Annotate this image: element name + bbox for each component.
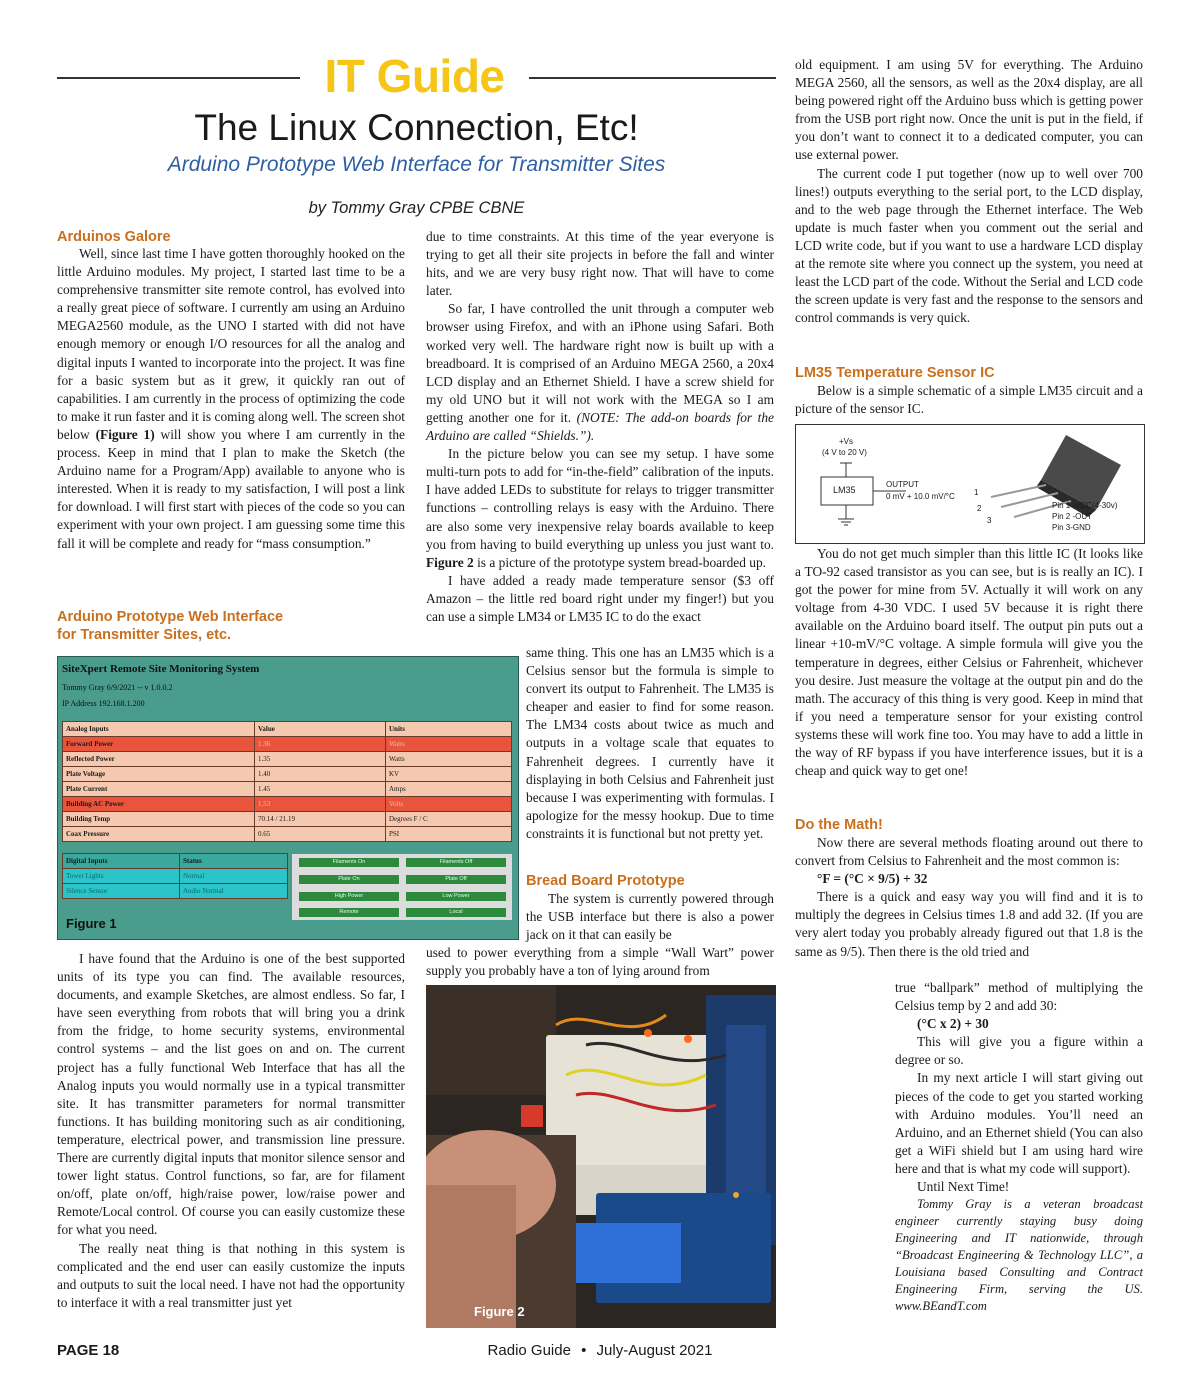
paragraph: Until Next Time! xyxy=(917,1179,1010,1195)
heading-arduinos-galore: Arduinos Galore xyxy=(57,229,171,245)
cell: Building AC Power xyxy=(63,797,255,812)
paragraph: Now there are several methods floating around out there to convert from Celsius to Fahrenheit and the most common is: xyxy=(795,835,1143,869)
formula-approx: (°C x 2) + 30 xyxy=(917,1016,989,1032)
pin3-label: Pin 3-GND xyxy=(1052,523,1091,532)
heading-lm35: LM35 Temperature Sensor IC xyxy=(795,365,995,381)
cell: Forward Power xyxy=(63,737,255,752)
cell: 1.36 xyxy=(255,737,386,752)
cell: Plate Current xyxy=(63,782,255,797)
pin1-label: Pin 1 -VCC(4-30v) xyxy=(1052,501,1118,510)
cell: Coax Pressure xyxy=(63,827,255,842)
cell: Reflected Power xyxy=(63,752,255,767)
paragraph xyxy=(426,300,774,445)
separator-bullet: • xyxy=(581,1342,587,1359)
heading-do-the-math: Do the Math! xyxy=(795,817,883,833)
fig1-button: Low Power xyxy=(406,892,506,901)
col1-bottom-text xyxy=(57,950,405,1312)
fig1-button: Remote xyxy=(299,908,399,917)
fig1-analog-table xyxy=(62,721,512,842)
cell: 1.45 xyxy=(255,782,386,797)
cell: Degrees F / C xyxy=(386,812,512,827)
paragraph xyxy=(426,445,774,572)
cell: Normal xyxy=(180,869,288,884)
heading-line: Arduino Prototype Web Interface xyxy=(57,609,284,625)
heading-bread-board: Bread Board Prototype xyxy=(526,873,685,889)
paragraph: This will give you a figure within a degree or so. xyxy=(895,1034,1143,1068)
paragraph: used to power everything from a simple “Wall Wart” power supply you probably have a ton of lying around from xyxy=(426,945,774,979)
cell: Watts xyxy=(386,752,512,767)
paragraph: Below is a simple schematic of a simple LM35 circuit and a picture of the sensor IC. xyxy=(795,383,1143,417)
pin-number: 1 xyxy=(974,488,979,497)
header-rule-right xyxy=(529,77,776,79)
breadboard-photo-sketch xyxy=(426,985,776,1328)
cell: 1.53 xyxy=(255,797,386,812)
paragraph: same thing. This one has an LM35 which is a Celsius sensor but the formula is simple to convert its output to Fahrenheit. The LM35 is cheaper and easier to find for some reason. The LM34 costs about twice as much and outputs in a voltage scale that equates to Fahrenheit degrees. I currently have it displaying in both Celsius and Fahrenheit just because I was experimenting with formulas. I apologize for the messy hookup. Due to time constraints it is functional but not pretty yet. xyxy=(526,645,774,841)
col-header: Value xyxy=(255,722,386,737)
paragraph: The system is currently powered through the USB interface but there is also a power jack on it that can easily be xyxy=(526,891,774,943)
vs-label: +Vs xyxy=(839,437,854,446)
fig1-version: Tommy Gray 6/9/2021 -- v 1.0.0.2 xyxy=(62,683,173,692)
publication-name: Radio Guide xyxy=(487,1342,571,1359)
col2-top-text xyxy=(426,228,774,626)
pin-number: 2 xyxy=(977,504,982,513)
fig1-button: Plate Off xyxy=(406,875,506,884)
text: Well, since last time I have gotten thoroughly hooked on the little Arduino modules. My project, I started last time to be a comprehensive transmitter site remote control, has evolved into a really great piece of software. I currently am using an Arduino MEGA2560 module, as the UNO I started with did not have enough memory or enough I/O resources for all the analog and digital inputs I wanted to incorporate into the project. It was fine for a basic system but as it grew, it quickly ran out of capabilities. I am currently in the process of optimizing the code to make it run faster and it is coming along well. The screen shot below xyxy=(57,246,405,442)
page-number: PAGE 18 xyxy=(57,1342,120,1359)
author-bio: Tommy Gray is a veteran broadcast engineer currently staying busy doing Engineering and IT nationwide, through “Broadcast Engineering & Technology LLC”, a Louisiana based Consulting and Contract Engineering Firm, serving the US. www.BEandT.com xyxy=(895,1197,1143,1314)
cell: PSI xyxy=(386,827,512,842)
text: So far, I have controlled the unit through a computer web browser using Firefox, and with an iPhone using Safari. Both worked very well. The hardware right now is built up with a breadboard. It is comprised of an Arduino MEGA 2560, a 20x4 LCD display and an Ethernet Shield. I have a screw shield for my old UNO but it will not work with the MEGA so I am getting another one for it. xyxy=(426,301,774,425)
pin2-label: Pin 2 -OUT xyxy=(1052,512,1093,521)
paragraph: The really neat thing is that nothing in this system is complicated and the end user can easily customize the inputs and outputs to suit the local need. I have not had the opportunity to interface it with a real transmitter just yet xyxy=(57,1240,405,1310)
cell: Audio Normal xyxy=(180,884,288,899)
section-title: IT Guide xyxy=(324,50,505,102)
col-header: Digital Inputs xyxy=(63,854,180,869)
fig1-button: Local xyxy=(406,908,506,917)
col-header: Status xyxy=(180,854,288,869)
cell: Tower Lights xyxy=(63,869,180,884)
fig1-button: Filaments On xyxy=(299,858,399,867)
cell: Watts xyxy=(386,737,512,752)
fig1-button: Plate On xyxy=(299,875,399,884)
heading-prototype-web-interface xyxy=(57,608,283,644)
fig1-title: SiteXpert Remote Site Monitoring System xyxy=(62,663,260,675)
cell: KV xyxy=(386,767,512,782)
cell: Volts xyxy=(386,797,512,812)
paragraph: In my next article I will start giving out pieces of the code to get you started working with Arduino modules. You’ll need an Arduino, and an Ethernet shield (You can also get a WiFi shield but I am using hard wire here and that is what my code will support). xyxy=(895,1070,1143,1176)
text: In the picture below you can see my setup. I have some multi-turn pots to add for “in-the-field” calibration of the inputs. I have added LEDs to substitute for relays to trigger transmitter functions – controlling relays is easy with the Arduino. There are also some very inexpensive relay boards available to keep you from having to build everything up unless you just want to. xyxy=(426,446,774,552)
col3-narrow-text xyxy=(895,979,1143,1315)
output-label: OUTPUT xyxy=(886,480,919,489)
col1-top-text xyxy=(57,245,405,553)
cell: Silence Sensor xyxy=(63,884,180,899)
col3-top-text xyxy=(795,56,1143,327)
text: will show you where I am currently in the process. Keep in mind that I plan to make the Sketch (the Arduino name for a Program/App) available to anyone who is interested. When it is ready to my satisfaction, I will post a link for download. I will first start with pieces of the code so you can experiment with your own project. I am guessing some time this fall it will be complete and ready for “mass consumption.” xyxy=(57,426,405,551)
header-rule-left xyxy=(57,77,300,79)
figure-2-photo xyxy=(426,985,776,1328)
paragraph xyxy=(57,245,405,553)
col2-narrow-text xyxy=(526,644,774,843)
cell: Building Temp xyxy=(63,812,255,827)
article-subtitle: Arduino Prototype Web Interface for Transmitter Sites xyxy=(167,153,666,176)
vs-range: (4 V to 20 V) xyxy=(822,448,867,457)
paragraph: There is a quick and easy way you will find and it is to multiply the degrees in Celsius times 1.8 and add 32. (If you are very alert today you probably already figured out that 1.8 is the same as 9/5). Then there is the old tried and xyxy=(795,889,1143,959)
lm35-schematic xyxy=(795,424,1145,544)
figure-2-label: Figure 2 xyxy=(474,1304,525,1319)
paragraph: I have found that the Arduino is one of the best supported units of its type you can find. The available resources, documents, and example Sketches, are almost endless. So far, I have seen everything from robots that will bring you a drink from the fridge, to home security systems, environmental control systems – and the list goes on and on. The current project has a fully functional Web Interface that has all the Analog inputs you would normally use in a typical transmitter site. It has transmitter parameters for normal transmitter functions. It has building monitoring such as air conditioning, temperature, electrical power, and transmission line pressure. There are currently digital inputs that monitor silence sensor and tower light status. Control functions, so far, are for filament on/off, plate on/off, high/raise power, low/raise power and Remote/Local control. Of course you can easily customize these for what you need. xyxy=(57,951,405,1238)
figure-1-label: Figure 1 xyxy=(66,916,117,931)
col-header: Analog Inputs xyxy=(63,722,255,737)
paragraph: The current code I put together (now up to well over 700 lines!) outputs everything to the serial port, to the LCD display, and to the web page through the Ethernet interface. The Web update is much faster when you comment out the serial and LCD write code, but if you want to use a hardware LCD display at the remote site where you connect up the system, you need at least the LCD part of the code. Without the Serial and LCD code the screen update is very fast and the response to the sensors and control commands is very quick. xyxy=(795,165,1143,326)
cell: Amps xyxy=(386,782,512,797)
cell: 1.40 xyxy=(255,767,386,782)
byline: by Tommy Gray CPBE CBNE xyxy=(308,199,525,217)
col2-narrow-text-2 xyxy=(526,890,774,944)
cell: 70.14 / 21.19 xyxy=(255,812,386,827)
text: is a picture of the prototype system bread-boarded up. xyxy=(473,554,767,570)
pin-number: 3 xyxy=(987,516,992,525)
fig1-digital-table xyxy=(62,853,288,899)
heading-line: for Transmitter Sites, etc. xyxy=(57,627,232,643)
chip-label: LM35 xyxy=(833,485,856,495)
figure-ref: (Figure 1) xyxy=(95,426,155,442)
formula-exact: °F = (°C × 9/5) + 32 xyxy=(817,871,928,887)
cell: 0.65 xyxy=(255,827,386,842)
col-header: Units xyxy=(386,722,512,737)
article-title: The Linux Connection, Etc! xyxy=(194,107,639,148)
paragraph: true “ballpark” method of multiplying the Celsius temp by 2 and add 30: xyxy=(895,980,1143,1014)
figure-ref: Figure 2 xyxy=(426,554,474,570)
fig1-ip: IP Address 192.168.1.200 xyxy=(62,699,145,708)
cell: 1.35 xyxy=(255,752,386,767)
figure-1-screenshot xyxy=(57,656,519,940)
output-range: 0 mV + 10.0 mV/°C xyxy=(886,492,955,501)
note: (NOTE: The add-on boards for the Arduino are called “Shields.”). xyxy=(426,409,774,444)
col3-lm35-text xyxy=(795,545,1143,780)
paragraph: old equipment. I am using 5V for everything. The Arduino MEGA 2560, all the sensors, as well as the 20x4 display, are all being powered right off the Arduino buss which is getting power from the USB port right now. Once the unit is put in the field, if you don’t want to connect it to a dedicated computer, you can use external power. xyxy=(795,57,1143,163)
paragraph: due to time constraints. At this time of the year everyone is trying to get all their site projects in before the fall and winter hits, and we are very busy right now. That will have to come later. xyxy=(426,229,774,299)
col2-bottom-text xyxy=(426,944,774,980)
col3-lm35-intro xyxy=(795,382,1143,418)
paragraph: I have added a ready made temperature sensor ($3 off Amazon – the little red board right under my finger!) but you can use a simple LM34 or LM35 IC to do the exact xyxy=(426,572,774,624)
fig1-button: High Power xyxy=(299,892,399,901)
paragraph: You do not get much simpler than this little IC (It looks like a TO-92 cased transistor as you can see, but is is really an IC). I got the power for mine from 5V. Actually it will work on any voltage from 4-30 VDC. I used 5V because it is right there available on the Arduino board itself. The output pin puts out a linear +10-mV/°C voltage. A simple formula will give you the temperature in degrees, either Celsius or Fahrenheit, whichever you desire. Just measure the voltage at the output pin and do the math. The accuracy of this thing is very good. Keep in mind that if you need a temperature sensor for your existing control systems these will work fine too. You may have to add a little in the way of RF bypass if you have interference issues, but it is a cheap and quick way to get one! xyxy=(795,546,1143,779)
footer-publication xyxy=(426,1342,774,1359)
fig1-button: Filaments Off xyxy=(406,858,506,867)
issue-date: July-August 2021 xyxy=(596,1342,713,1359)
col3-math-text xyxy=(795,834,1143,961)
cell: Plate Voltage xyxy=(63,767,255,782)
